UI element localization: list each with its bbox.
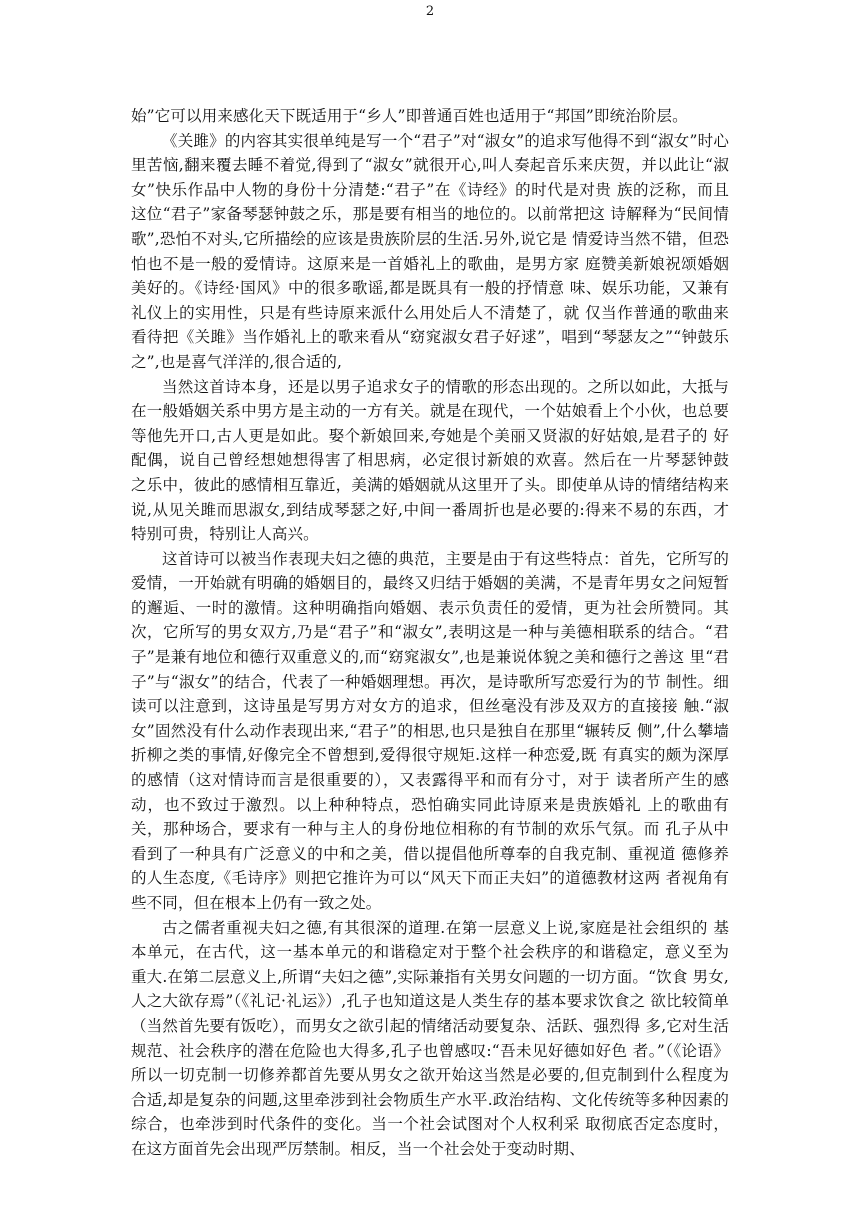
page-number: 2 xyxy=(425,4,435,19)
paragraph-5: 古之儒者重视夫妇之德,有其很深的道理.在第一层意义上说,家庭是社会组织的 基本单元，在古代，这一基本单元的和谐稳定对于整个社会秩序的和谐稳定，意义至为 重大.在第二层意义上,所谓“夫妇之德”,实际兼指有关男女问题的一切方面。“饮食 男女,人之大欲存焉”（《礼记·礼运》）,孔子也知道这是人类生存的基本要求饮食之 欲比较简单（当然首先要有饭吃），而男女之欲引起的情绪活动要复杂、活跃、强烈得 多,它对生活规范、社会秩序的潜在危险也大得多,孔子也曾感叹:“吾未见好德如好色 者。”（《论语》所以一切克制一切修养都首先要从男女之欲开始这当然是必要的,但克制到什么程度为合适,却是复杂的问题,这里牵涉到社会物质生产水平.政治结构、文化传统等多种因素的综合，也牵涉到时代条件的变化。当一个社会试图对个人权利采 取彻底否定态度时，在这方面首先会出现严厉禁制。相反，当一个社会处于变动时期、 xyxy=(131,918,729,1158)
paragraph-2: 《关雎》的内容其实很单纯是写一个“君子”对“淑女”的追求写他得不到“淑女”时心里苦恼,翻来覆去睡不着觉,得到了“淑女”就很开心,叫人奏起音乐来庆贺，并以此让“淑女”快乐作品中人物的身份十分清楚:“君子”在《诗经》的时代是对贵 族的泛称，而且这位“君子”家备琴瑟钟鼓之乐，那是要有相当的地位的。以前常把这 诗解释为“民间情歌”,恐怕不对头,它所描绘的应该是贵族阶层的生活.另外,说它是 情爱诗当然不错，但恐怕也不是一般的爱情诗。这原来是一首婚礼上的歌曲，是男方家 庭赞美新娘祝颂婚姻美好的。《诗经·国风》中的很多歌谣,都是既具有一般的抒情意 味、娱乐功能，又兼有礼仪上的实用性，只是有些诗原来派什么用处后人不清楚了，就 仅当作普通的歌曲来看待把《关雎》当作婚礼上的歌来看从“窈窕淑女君子好逑”，唱到“琴瑟友之”“钟鼓乐之”,也是喜气洋洋的,很合适的, xyxy=(131,131,729,371)
paragraph-3: 当然这首诗本身，还是以男子追求女子的情歌的形态出现的。之所以如此，大抵与在一般婚姻关系中男方是主动的一方有关。就是在现代，一个姑娘看上个小伙，也总要等他先开口,古人更是如此。娶个新娘回来,夸她是个美丽又贤淑的好姑娘,是君子的 好配偶，说自己曾经想她想得害了相思病，必定很讨新娘的欢喜。然后在一片琴瑟钟鼓 之乐中，彼此的感情相互靠近，美满的婚姻就从这里开了头。即使单从诗的情绪结构来 说,从见关雎而思淑女,到结成琴瑟之好,中间一番周折也是必要的:得来不易的东西，才特别可贵，特别让人高兴。 xyxy=(131,377,729,544)
paragraph-1: 始”它可以用来感化天下既适用于“乡人”即普通百姓也适用于“邦国”即统治阶层。 xyxy=(131,107,688,125)
paragraph-4: 这首诗可以被当作表现夫妇之德的典范，主要是由于有这些特点：首先，它所写的爱情，一开始就有明确的婚姻目的，最终又归结于婚姻的美满，不是青年男女之问短暂的邂逅、一时的激情。这种明确指向婚姻、表示负责任的爱情，更为社会所赞同。其次，它所写的男女双方,乃是“君子”和“淑女”,表明这是一种与美德相联系的结合。“君 子”是兼有地位和德行双重意义的,而“窈窕淑女”,也是兼说体貌之美和德行之善这 里“君子”与“淑女”的结合，代表了一种婚姻理想。再次，是诗歌所写恋爱行为的节 制性。细读可以注意到，这诗虽是写男方对女方的追求，但丝毫没有涉及双方的直接接 触.“淑女”固然没有什么动作表现出来,“君子”的相思,也只是独自在那里“辗转反 侧”,什么攀墙折柳之类的事情,好像完全不曾想到,爱得很守规矩.这样一种恋爱,既 有真实的颇为深厚的感情（这对情诗而言是很重要的），又表露得平和而有分寸，对于 读者所产生的感动，也不致过于激烈。以上种种特点，恐怕确实同此诗原来是贵族婚礼 上的歌曲有关，那种场合，要求有一种与主人的身份地位相称的有节制的欢乐气氛。而 孔子从中看到了一种具有广泛意义的中和之美，借以提倡他所尊奉的自我克制、重视道 德修养的人生态度,《毛诗序》则把它推许为可以“风天下而正夫妇”的道德教材这两 者视角有些不同，但在根本上仍有一致之处。 xyxy=(131,549,729,912)
document-body xyxy=(131,104,729,1162)
